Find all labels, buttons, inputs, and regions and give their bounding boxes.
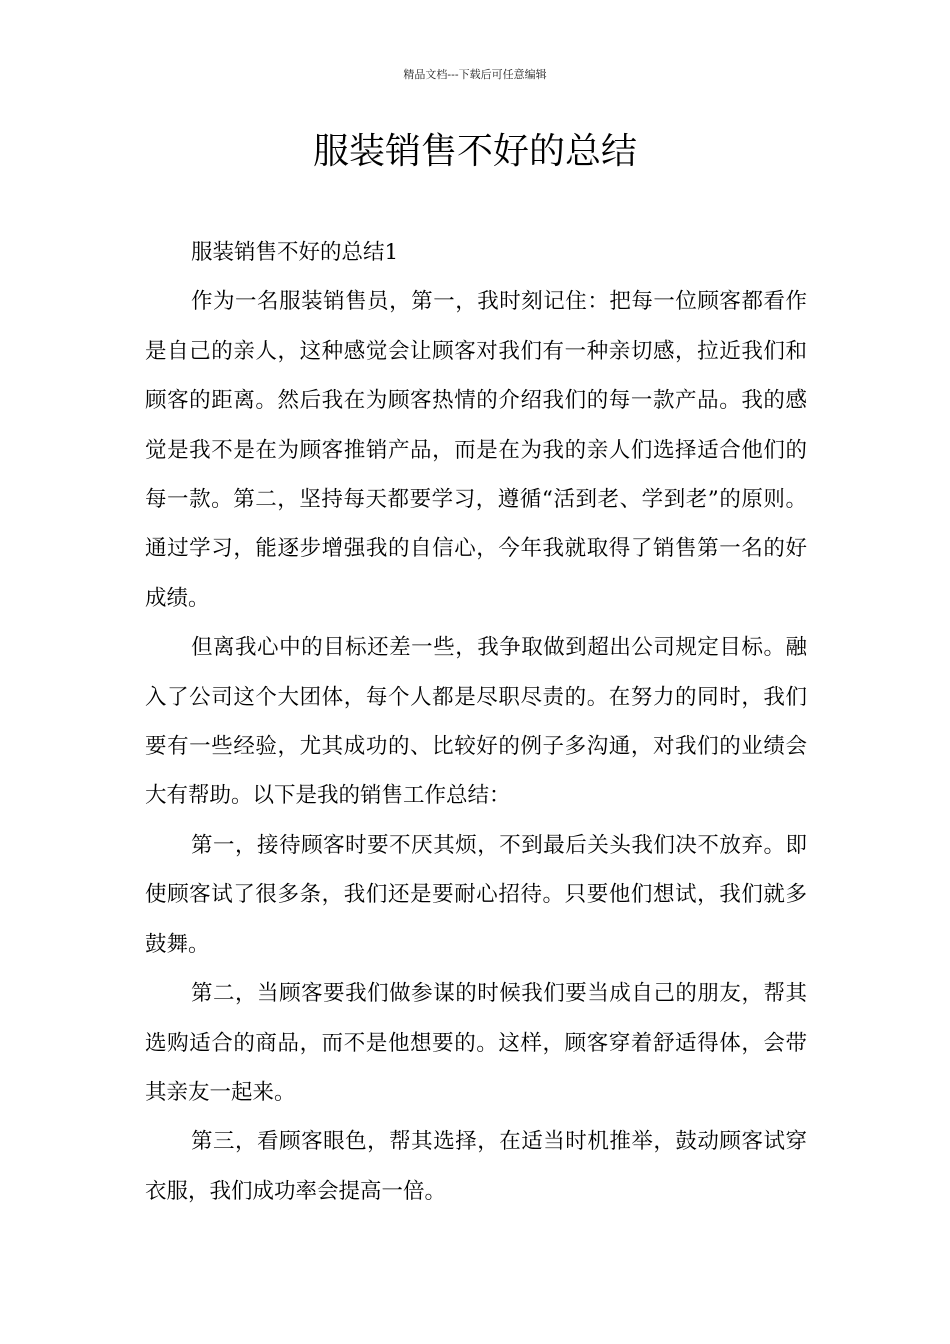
document-body <box>145 228 807 1216</box>
paragraph: 作为一名服装销售员，第一，我时刻记住：把每一位顾客都看作是自己的亲人，这种感觉会让顾客对我们有一种亲切感，拉近我们和顾客的距离。然后我在为顾客热情的介绍我们的每一款产品。我的感觉是我不是在为顾客推销产品，而是在为我的亲人们选择适合他们的每一款。第二，坚持每天都要学习，遵循“活到老、学到老”的原则。通过学习，能逐步增强我的自信心，今年我就取得了销售第一名的好成绩。 <box>145 289 807 611</box>
paragraph: 第一，接待顾客时要不厌其烦，不到最后关头我们决不放弃。即使顾客试了很多条，我们还是要耐心招待。只要他们想试，我们就多鼓舞。 <box>145 832 807 957</box>
document-title: 服装销售不好的总结 <box>312 131 637 172</box>
paragraph: 第二，当顾客要我们做参谋的时候我们要当成自己的朋友，帮其选购适合的商品，而不是他想要的。这样，顾客穿着舒适得体，会带其亲友一起来。 <box>145 981 807 1105</box>
paragraph: 第三，看顾客眼色，帮其选择，在适当时机推举，鼓动顾客试穿衣服，我们成功率会提高一倍。 <box>145 1129 807 1204</box>
header-note: 精品文档---下载后可任意编辑 <box>403 68 547 81</box>
paragraph: 但离我心中的目标还差一些，我争取做到超出公司规定目标。融入了公司这个大团体，每个人都是尽职尽责的。在努力的同时，我们要有一些经验，尤其成功的、比较好的例子多沟通，对我们的业绩会大有帮助。以下是我的销售工作总结： <box>145 635 807 809</box>
section-heading: 服装销售不好的总结1 <box>191 240 399 265</box>
